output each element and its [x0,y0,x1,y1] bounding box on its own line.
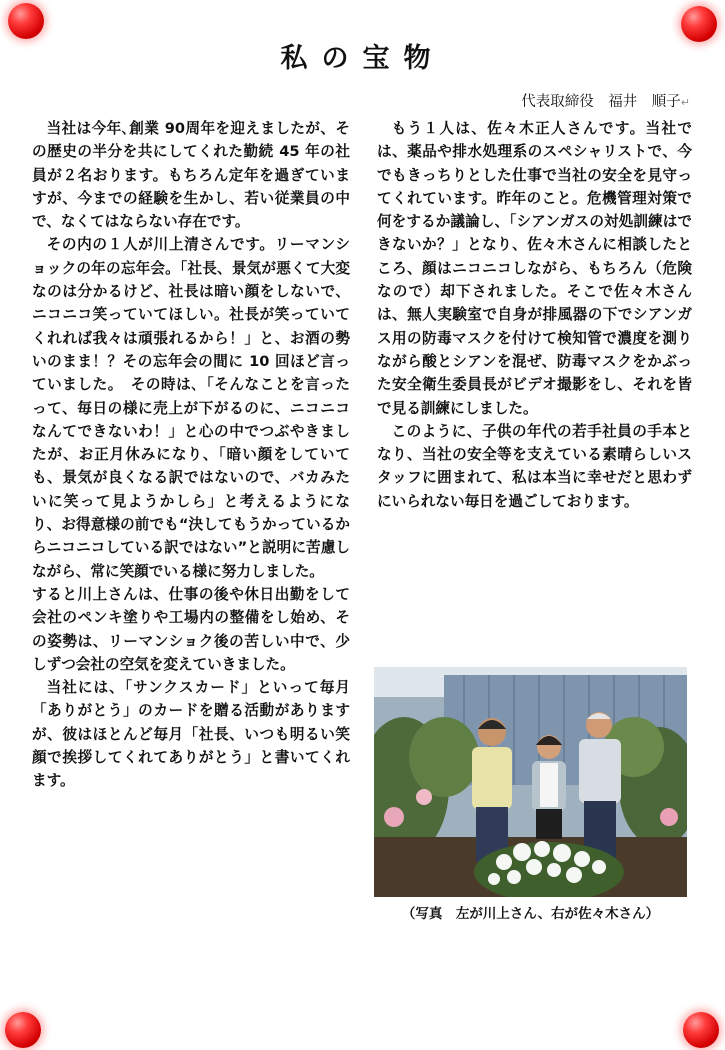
corner-dot-top-left [8,3,44,39]
corner-dot-bottom-left [5,1012,41,1048]
left-column [32,117,350,793]
author-line [440,90,690,111]
right-column [377,117,692,513]
corner-dot-bottom-right [683,1012,719,1048]
paragraph: すると川上さんは、仕事の後や休日出勤をして会社のペンキ塗りや工場内の整備をし始め、その姿勢は、リーマンショク後の苦しい中で、少しずつ会社の空気を変えていきました。 [32,585,350,673]
paragraph-mark: ↵ [680,96,690,109]
staff-photo-illustration [374,667,687,897]
page-title: 私の宝物 [280,43,445,74]
paragraph: このように、子供の年代の若手社員の手本となり、当社の安全等を支えている素晴らしいスタッフに囲まれて、私は本当に幸せだと思わずにいられない毎日を過ごしております。 [377,422,692,510]
paragraph: 当社には、「サンクスカード」といって毎月「ありがとう」のカードを贈る活動がありますが、彼はほとんど毎月「社長、いつも明るい笑顔で挨拶してくれてありがとう」と書いてくれます。 [32,679,350,790]
photo-caption: （写真 左が川上さん、右が佐々木さん） [401,906,660,922]
paragraph: その内の１人が川上清さんです。リーマンショックの年の忘年会。「社長、景気が悪くて大変なのは分かるけど、社長は暗い顔をしないで、ニコニコ笑っていてほしい。社長が笑っていてくれれば我々は頑張れるから！」と、お酒の勢いのまま！？その忘年会の間に 10 回ほど言っていました。 その時は､「そんなことを言ったって、毎日の様に売上が下がるのに、ニコニコなんてできないわ！」と心の中でつぶやきましたが、お正月休みになり、「暗い顔をしていても、景気が良くなる訳ではないので、バカみたいに笑って見ようかしら」と考えるようになり、お得意様の前でも“決してもうかっているからニコニコしている訳ではない”と説明に苦慮しながら、常に笑顔でいる様に努力しました。 [32,236,350,580]
staff-photo [374,667,687,897]
author-name: 代表取締役 福井 順子 [521,94,681,110]
paragraph: もう１人は、佐々木正人さんです。当社では、薬品や排水処理系のスペシャリストで、今でもきっちりとした仕事で当社の安全を見守ってくれています。昨年のこと。危機管理対策で何をするか議論し、「シアンガスの対処訓練はできないか？」となり、佐々木さんに相談したところ、顔はニコニコしながら、もちろん（危険なので）却下されました。そこで佐々木さんは、無人実験室で自身が排風器の下でシアンガス用の防毒マスクを付けて検知管で濃度を測りながら酸とシアンを混ぜ、防毒マスクをかぶった安全衛生委員長がビデオ撮影をし、それを皆で見る訓練にしました。 [377,120,692,417]
paragraph: 当社は今年､創業 90周年を迎えましたが、その歴史の半分を共にしてくれた勤続 45 年の社員が２名おります。もちろん定年を過ぎていますが、今までの経験を生かし、若い従業員の中で、なくてはならない存在です。 [32,120,350,231]
